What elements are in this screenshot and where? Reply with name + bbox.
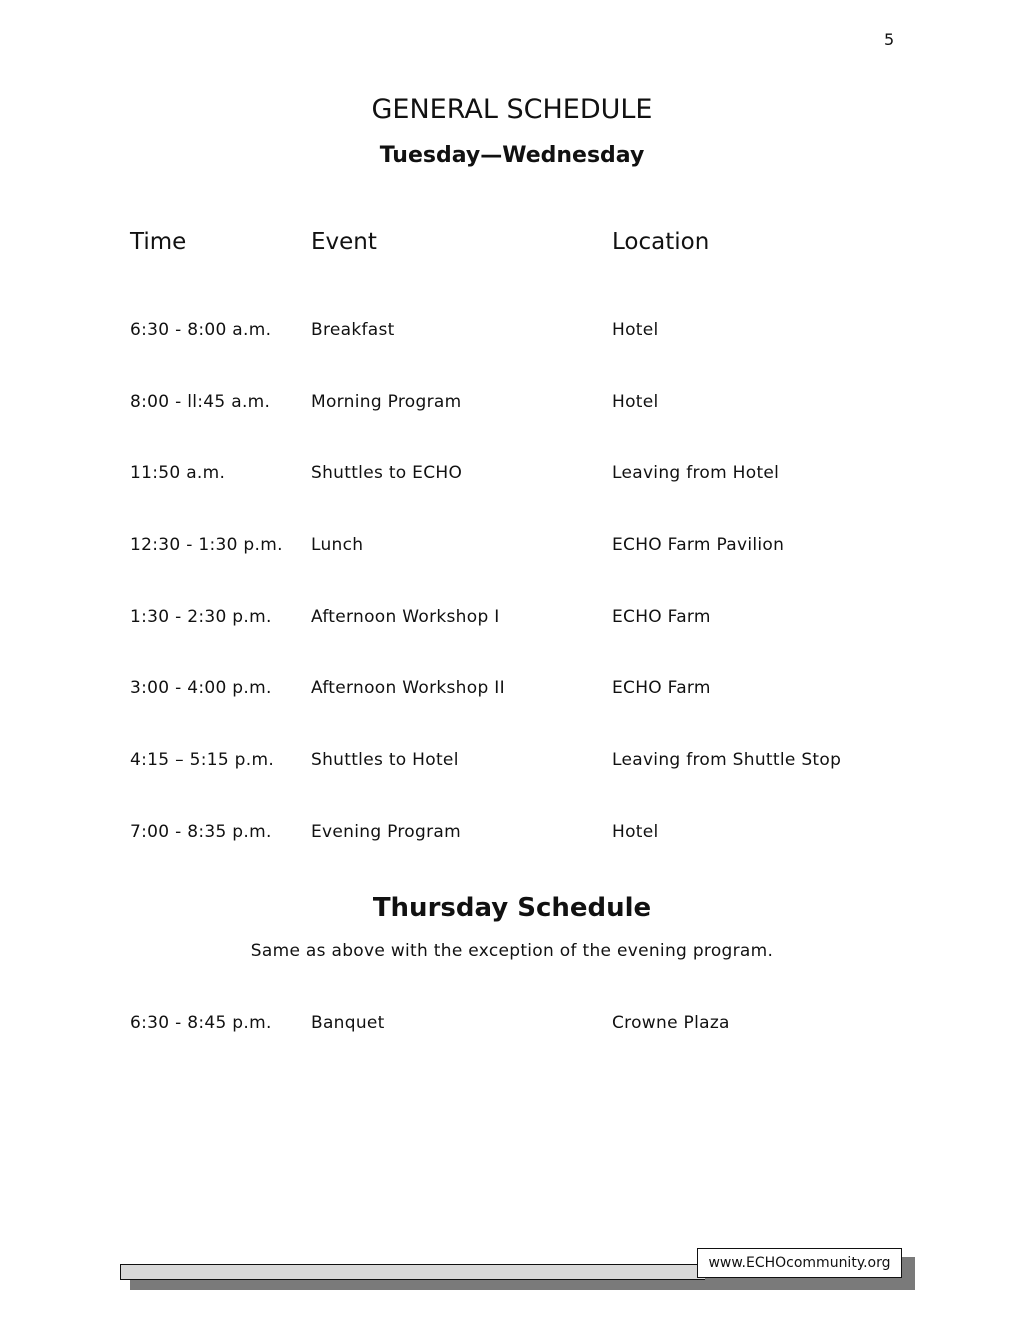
thursday-title: Thursday Schedule (372, 893, 652, 923)
row-time: 1:30 - 2:30 p.m. (130, 607, 272, 627)
page-subtitle: Tuesday—Wednesday (379, 143, 645, 168)
page-title: GENERAL SCHEDULE (371, 94, 653, 125)
page-number: 5 (884, 30, 895, 49)
row-time: 8:00 - ll:45 a.m. (130, 392, 271, 412)
row-time: 4:15 – 5:15 p.m. (130, 750, 275, 770)
row-time: 11:50 a.m. (130, 463, 226, 483)
row-location: Hotel (612, 320, 659, 340)
row-event: Evening Program (311, 822, 461, 842)
row-location: Hotel (612, 822, 659, 842)
row-event: Shuttles to ECHO (311, 463, 463, 483)
row-location: ECHO Farm (612, 607, 711, 627)
row-location: Crowne Plaza (612, 1013, 730, 1033)
column-header-location: Location (612, 229, 710, 255)
footer-url: www.ECHOcommunity.org (697, 1248, 902, 1278)
row-event: Breakfast (311, 320, 395, 340)
row-event: Banquet (311, 1013, 385, 1033)
row-event: Lunch (311, 535, 364, 555)
row-event: Shuttles to Hotel (311, 750, 459, 770)
thursday-note: Same as above with the exception of the evening program. (250, 941, 774, 961)
row-location: ECHO Farm (612, 678, 711, 698)
row-location: Hotel (612, 392, 659, 412)
row-location: ECHO Farm Pavilion (612, 535, 785, 555)
row-location: Leaving from Shuttle Stop (612, 750, 842, 770)
row-time: 7:00 - 8:35 p.m. (130, 822, 272, 842)
row-time: 12:30 - 1:30 p.m. (130, 535, 283, 555)
row-time: 6:30 - 8:45 p.m. (130, 1013, 272, 1033)
column-header-time: Time (130, 229, 187, 255)
row-event: Morning Program (311, 392, 462, 412)
row-location: Leaving from Hotel (612, 463, 780, 483)
row-time: 3:00 - 4:00 p.m. (130, 678, 272, 698)
column-header-event: Event (311, 229, 377, 255)
row-event: Afternoon Workshop II (311, 678, 505, 698)
row-event: Afternoon Workshop I (311, 607, 500, 627)
row-time: 6:30 - 8:00 a.m. (130, 320, 272, 340)
